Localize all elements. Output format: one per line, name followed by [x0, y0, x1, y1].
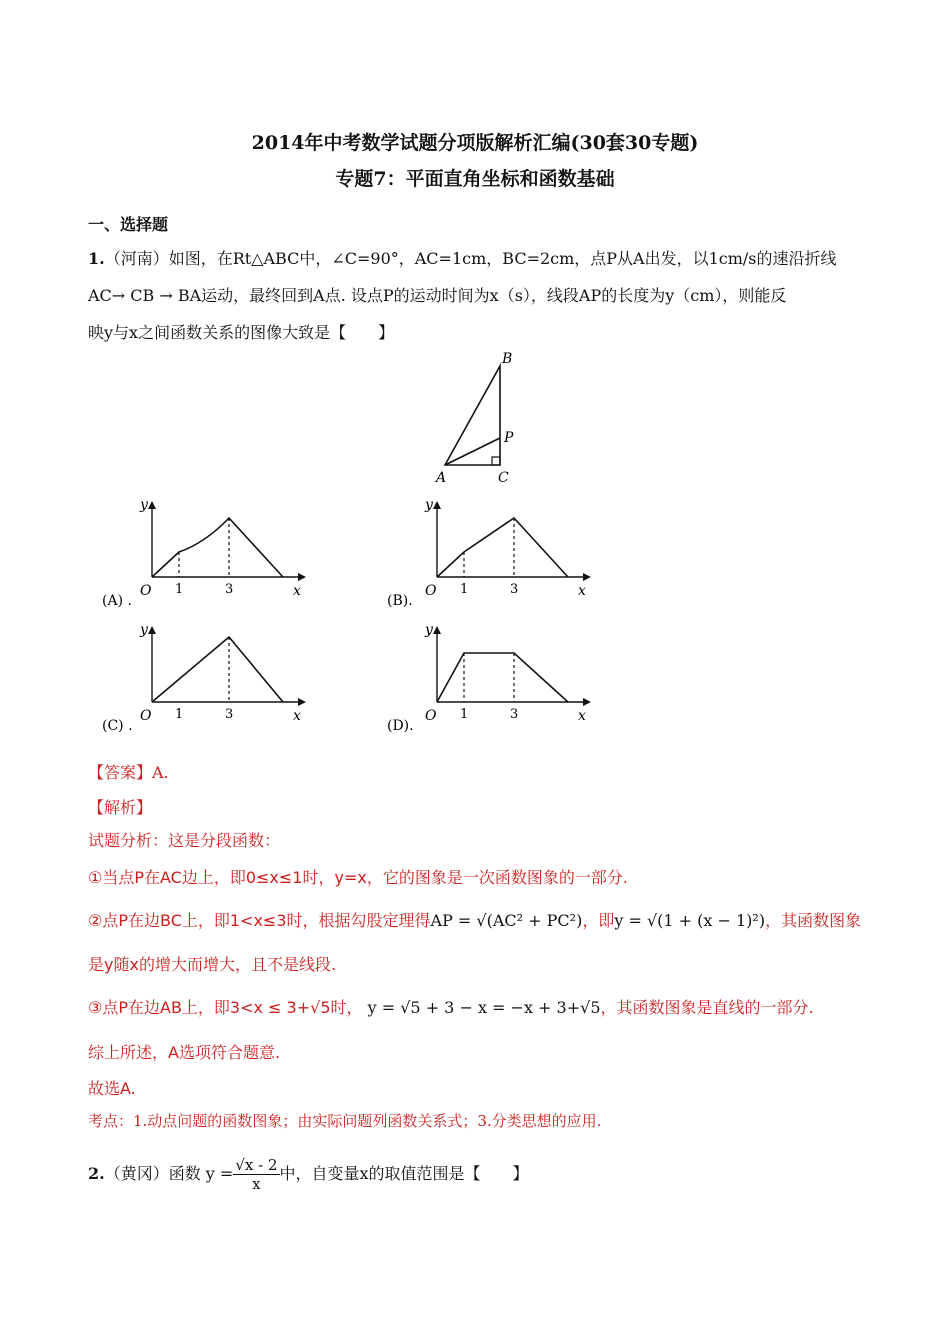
page-subtitle: 专题7：平面直角坐标和函数基础 [335, 168, 615, 190]
svg-text:O: O [425, 708, 437, 724]
analysis-line-6: 综上所述，A选项符合题意. [88, 1043, 281, 1062]
question-text-line-3: 映y与x之间函数关系的图像大致是【 】 [88, 323, 395, 342]
triangle-figure [430, 348, 530, 488]
analysis-line-5: ③点P在边AB上，即3<x ≤ 3+√5时， y = √5 + 3 − x = −x + 3+√5，其函数图象是直线的一部分. [88, 998, 814, 1017]
svg-text:y: y [425, 497, 433, 513]
analysis-line-4: 是y随x的增大而增大，且不是线段. [88, 955, 337, 974]
option-label-b: (B). [387, 593, 413, 609]
graph-option-b [385, 495, 605, 610]
svg-text:y: y [140, 497, 148, 513]
svg-text:y: y [140, 622, 148, 638]
analysis-heading: 【解析】 [88, 798, 153, 817]
option-label-a: (A) . [102, 593, 132, 609]
curve-c [152, 637, 283, 702]
svg-text:x: x [293, 583, 301, 599]
svg-text:y: y [425, 622, 433, 638]
question-text-line-2: AC→ CB → BA运动，最终回到A点. 设点P的运动时间为x（s），线段AP的长度为y（cm），则能反 [88, 286, 787, 305]
analysis-line-3: ②点P在边BC上，即1<x≤3时，根据勾股定理得AP = √(AC² + PC²)，即y = √(1 + (x − 1)²)，其函数图象 [88, 911, 862, 930]
page-title: 2014年中考数学试题分项版解析汇编(30套30专题) [251, 132, 699, 154]
analysis-line-7: 故选A. [88, 1079, 136, 1098]
answer: 【答案】A. [88, 763, 169, 782]
analysis-line-1: 试题分析：这是分段函数： [88, 831, 281, 850]
svg-text:1: 1 [175, 707, 184, 722]
label-p: P [504, 430, 514, 446]
question-2: 2.（黄冈）函数 y = $\frac{√x - 2}{x}$ 中，自变量x的取值范围是【 】 [88, 1156, 529, 1193]
fraction: $\frac{√x - 2}{x}$ [235, 1156, 278, 1193]
curve-b [437, 518, 568, 577]
svg-text:O: O [140, 708, 152, 724]
curve-a [152, 518, 283, 577]
question-number: 2. [88, 1164, 105, 1183]
option-label-d: (D). [387, 718, 414, 734]
analysis-line-2: ①当点P在AC边上，即0≤x≤1时，y=x，它的图象是一次函数图象的一部分. [88, 868, 628, 887]
formula-y-bc: y = √(1 + (x − 1)²) [614, 911, 766, 930]
section-heading: 一、选择题 [88, 215, 169, 234]
graph-option-c [100, 620, 320, 735]
svg-text:O: O [140, 583, 152, 599]
graph-option-d [385, 620, 605, 735]
graph-option-a [100, 495, 320, 610]
label-a: A [436, 470, 447, 486]
formula-y-ab: y = √5 + 3 − x = −x + 3+√5 [367, 998, 601, 1017]
question-1 [88, 240, 868, 351]
svg-text:3: 3 [510, 582, 519, 597]
svg-text:x: x [293, 708, 301, 724]
svg-text:O: O [425, 583, 437, 599]
svg-text:3: 3 [225, 582, 234, 597]
svg-text:x: x [578, 708, 586, 724]
kaodian: 考点：1.动点问题的函数图象；由实际问题列函数关系式；3.分类思想的应用. [88, 1112, 602, 1130]
option-label-c: (C) . [102, 718, 133, 734]
triangle-abc [445, 366, 500, 465]
label-c: C [498, 470, 509, 486]
question-text-line-1: （河南）如图，在Rt△ABC中，∠C=90°，AC=1cm，BC=2cm，点P从A出发，以1cm/s的速沿折线 [104, 249, 837, 268]
label-b: B [502, 351, 513, 367]
svg-text:3: 3 [510, 707, 519, 722]
svg-text:3: 3 [225, 707, 234, 722]
svg-text:1: 1 [175, 582, 184, 597]
svg-text:1: 1 [460, 707, 469, 722]
svg-text:1: 1 [460, 582, 469, 597]
curve-d [437, 653, 568, 702]
formula-ap: AP = √(AC² + PC²) [430, 911, 583, 930]
right-angle-mark [492, 457, 500, 465]
svg-text:x: x [578, 583, 586, 599]
question-number: 1. [88, 249, 105, 268]
